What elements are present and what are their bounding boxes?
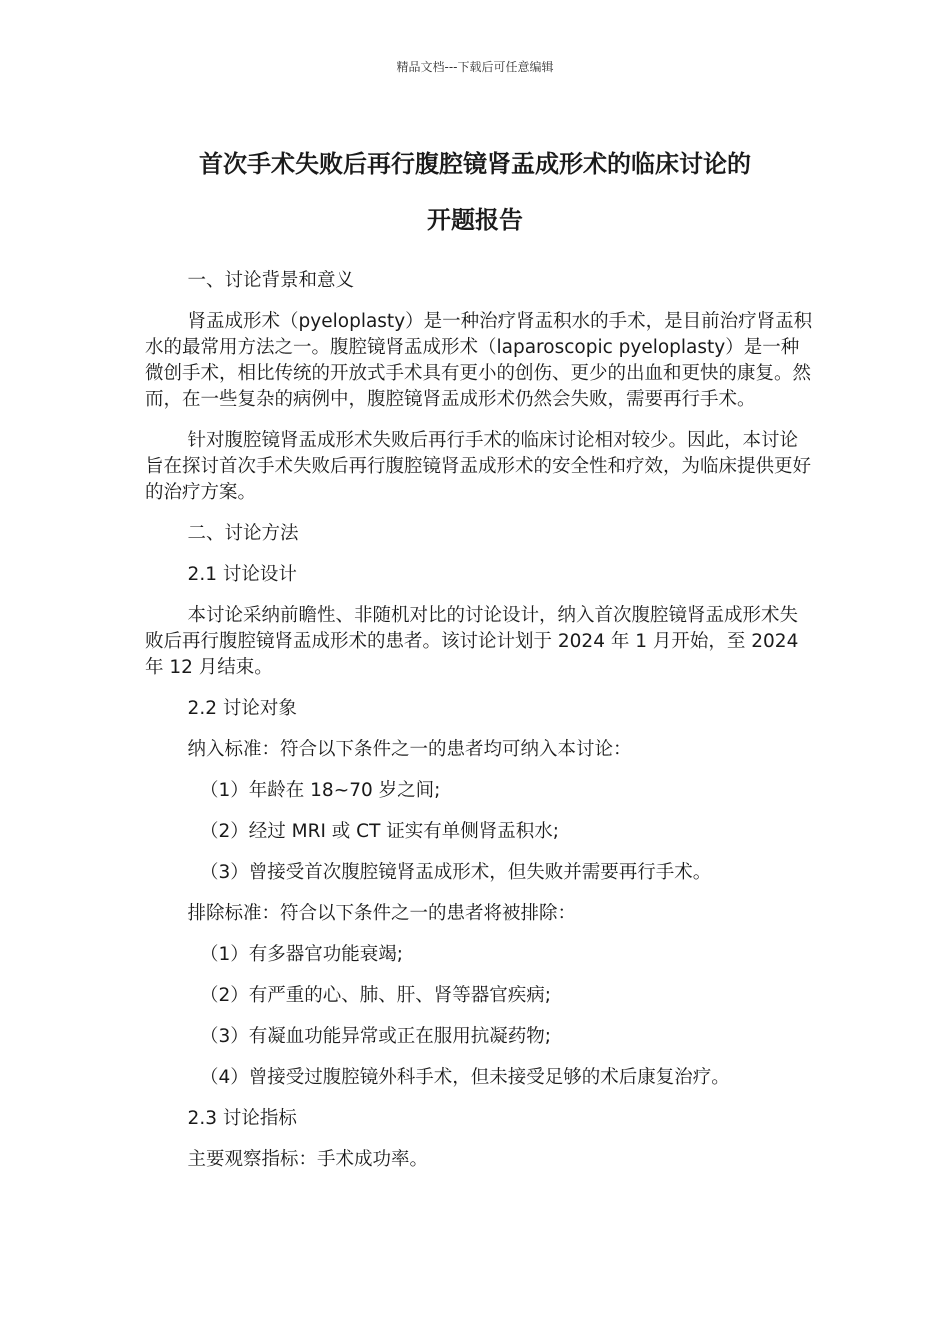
inclusion-item: （2）经过 MRI 或 CT 证实有单侧肾盂积水; (200, 821, 560, 842)
exclusion-item: （3）有凝血功能异常或正在服用抗凝药物; (200, 1026, 552, 1047)
section-heading-2: 二、讨论方法 (187, 523, 299, 544)
subsection-heading-2-1: 2.1 讨论设计 (187, 564, 297, 585)
paragraph: 本讨论采纳前瞻性、非随机对比的讨论设计，纳入首次腹腔镜肾盂成形术失败后再行腹腔镜肾盂成形术的患者。该讨论计划于 2024 年 1 月开始，至 2024 年 12 月结束。 (145, 605, 799, 678)
inclusion-item: （1）年龄在 18~70 岁之间; (200, 780, 441, 801)
inclusion-criteria-intro: 纳入标准：符合以下条件之一的患者均可纳入本讨论： (187, 739, 632, 760)
document-title (100, 136, 850, 248)
exclusion-item: （2）有严重的心、肺、肝、肾等器官疾病; (200, 985, 552, 1006)
document-body (145, 268, 815, 1188)
title-line-1: 首次手术失败后再行腹腔镜肾盂成形术的临床讨论的 (199, 150, 751, 178)
exclusion-item: （1）有多器官功能衰竭; (200, 944, 404, 965)
exclusion-item: （4）曾接受过腹腔镜外科手术，但未接受足够的术后康复治疗。 (200, 1067, 730, 1088)
paragraph: 肾盂成形术（pyeloplasty）是一种治疗肾盂积水的手术，是目前治疗肾盂积水的最常用方法之一。腹腔镜肾盂成形术（laparoscopic pyeloplasty）是一种微创手术，相比传统的开放式手术具有更小的创伤、更少的出血和更快的康复。然而，在一些复杂的病例中，腹腔镜肾盂成形术仍然会失败，需要再行手术。 (145, 311, 813, 410)
subsection-heading-2-3: 2.3 讨论指标 (187, 1108, 297, 1129)
title-line-2: 开题报告 (427, 206, 523, 234)
inclusion-item: （3）曾接受首次腹腔镜肾盂成形术，但失败并需要再行手术。 (200, 862, 712, 883)
section-heading-1: 一、讨论背景和意义 (187, 270, 355, 291)
subsection-heading-2-2: 2.2 讨论对象 (187, 698, 297, 719)
header-note: 精品文档---下载后可任意编辑 (396, 60, 554, 74)
paragraph: 针对腹腔镜肾盂成形术失败后再行手术的临床讨论相对较少。因此，本讨论旨在探讨首次手术失败后再行腹腔镜肾盂成形术的安全性和疗效，为临床提供更好的治疗方案。 (145, 430, 812, 503)
exclusion-criteria-intro: 排除标准：符合以下条件之一的患者将被排除： (187, 903, 577, 924)
main-indicator: 主要观察指标：手术成功率。 (187, 1149, 429, 1170)
